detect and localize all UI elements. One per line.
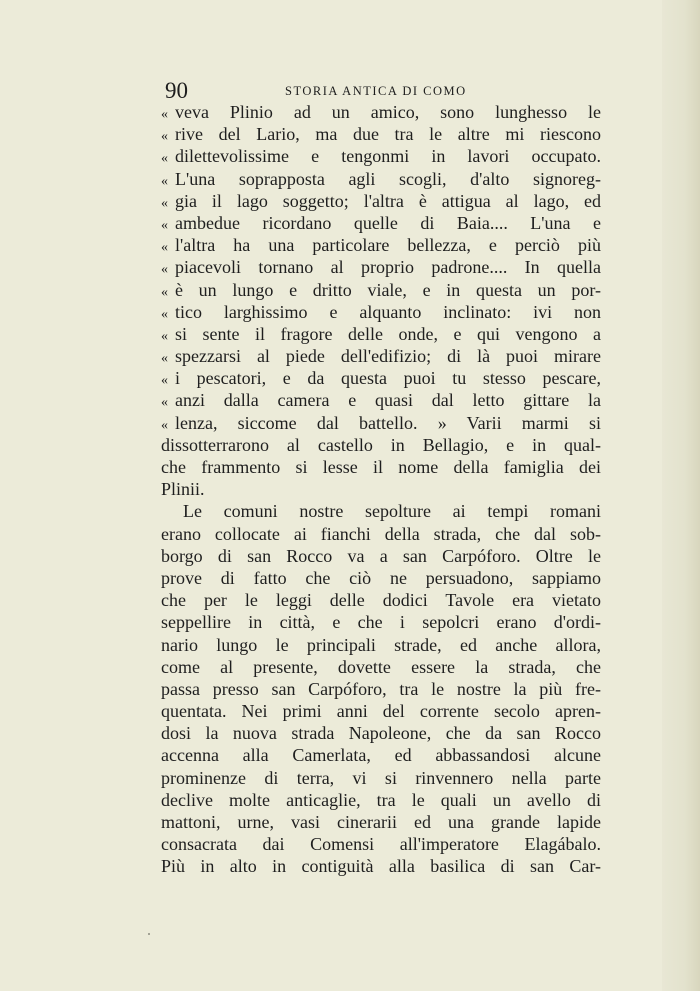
text-line (161, 789, 601, 811)
quote-mark: « (161, 262, 168, 278)
text-line (161, 123, 601, 145)
text-line (161, 767, 601, 789)
text-line (161, 367, 601, 389)
line-text: tico larghissimo e alquanto inclinato: ivi non (175, 301, 601, 322)
line-text: Plinii. (161, 479, 205, 500)
quote-mark: « (161, 395, 168, 411)
line-text: mattoni, urne, vasi cinerarii ed una grande lapide (161, 812, 601, 832)
line-text: quentata. Nei primi anni del corrente secolo apren- (161, 701, 601, 722)
line-text: gia il lago soggetto; l'altra è attigua al lago, ed (175, 190, 601, 211)
text-line (161, 700, 601, 722)
text-line (161, 145, 601, 167)
text-line (161, 811, 601, 833)
quote-mark: « (161, 373, 168, 389)
line-text: nario lungo le principali strade, ed anche allora, (161, 634, 601, 655)
text-line (161, 567, 601, 589)
line-text: erano collocate ai fianchi della strada, che dal sob- (161, 523, 601, 544)
text-line (161, 634, 601, 656)
text-line (161, 611, 601, 633)
text-line (161, 744, 601, 766)
quote-mark: « (161, 306, 168, 322)
quote-mark: « (161, 240, 168, 256)
text-line (161, 678, 601, 700)
line-text: che per le leggi delle dodici Tavole era vietato (161, 590, 601, 611)
page-header (165, 79, 601, 103)
body-text (161, 101, 601, 878)
text-line (161, 855, 601, 877)
line-text: veva Plinio ad un amico, sono lunghesso le (175, 102, 601, 122)
line-text: seppellire in città, e che i sepolcri erano d'ordi- (161, 612, 601, 633)
text-line (161, 412, 601, 434)
line-text: accenna alla Camerlata, ed abbassandosi alcune (161, 745, 601, 766)
line-text: i pescatori, e da questa puoi tu stesso pescare, (175, 368, 601, 389)
text-line (161, 301, 601, 323)
quote-mark: « (161, 217, 168, 233)
quote-mark: « (161, 417, 168, 433)
line-text: che frammento si lesse il nome della famiglia dei (161, 457, 601, 477)
line-text: consacrata dai Comensi all'imperatore Elagábalo. (161, 834, 601, 855)
text-line (161, 323, 601, 345)
text-line (161, 256, 601, 278)
line-text: si sente il fragore delle onde, e qui vengono a (175, 323, 601, 344)
running-title: STORIA ANTICA DI COMO (285, 84, 467, 98)
quote-mark: « (161, 195, 168, 211)
quote-mark: « (161, 151, 168, 167)
line-text: dilettevolissime e tengonmi in lavori occupato. (175, 146, 601, 167)
line-text: l'altra ha una particolare bellezza, e perciò più (175, 235, 601, 256)
line-text: Le comuni nostre sepolture ai tempi romani (183, 501, 601, 522)
line-text: spezzarsi al piede dell'edifizio; di là puoi mirare (175, 346, 601, 367)
quote-mark: « (161, 129, 168, 145)
page-number: 90 (165, 78, 188, 103)
text-line (161, 478, 601, 500)
text-line (161, 833, 601, 855)
text-line (161, 545, 601, 567)
text-line (161, 500, 601, 522)
text-line (161, 168, 601, 190)
page-edge (662, 0, 700, 991)
line-text: prove di fatto che ciò ne persuadono, sappiamo (161, 567, 601, 588)
text-line (161, 523, 601, 545)
text-line (161, 456, 601, 478)
line-text: come al presente, dovette essere la strada, che (161, 656, 601, 677)
line-text: prominenze di terra, vi si rinvennero nella parte (161, 767, 601, 788)
quote-mark: « (161, 284, 168, 300)
text-line (161, 190, 601, 212)
line-text: lenza, siccome dal battello. » Varii marmi si (175, 412, 601, 433)
line-text: dissotterrarono al castello in Bellagio, e in qual- (161, 434, 601, 455)
text-line (161, 279, 601, 301)
text-line (161, 589, 601, 611)
text-line (161, 101, 601, 123)
text-line (161, 212, 601, 234)
line-text: rive del Lario, ma due tra le altre mi riescono (175, 124, 601, 145)
line-text: declive molte anticaglie, tra le quali un avello di (161, 789, 601, 810)
line-text: dosi la nuova strada Napoleone, che da san Rocco (161, 723, 601, 744)
quote-mark: « (161, 328, 168, 344)
text-line (161, 722, 601, 744)
line-text: è un lungo e dritto viale, e in questa un por- (175, 279, 601, 300)
text-line (161, 345, 601, 367)
line-text: Più in alto in contiguità alla basilica di san Car- (161, 856, 601, 877)
line-text: piacevoli tornano al proprio padrone.... In quella (175, 257, 601, 278)
text-line (161, 389, 601, 411)
paper-speck (148, 933, 150, 935)
line-text: passa presso san Carpóforo, tra le nostre la più fre- (161, 678, 601, 699)
line-text: borgo di san Rocco va a san Carpóforo. Oltre le (161, 545, 601, 566)
text-line (161, 656, 601, 678)
text-line (161, 234, 601, 256)
quote-mark: « (161, 107, 168, 122)
text-line (161, 434, 601, 456)
quote-mark: « (161, 173, 168, 189)
line-text: L'una soprapposta agli scogli, d'alto signoreg- (175, 168, 601, 189)
line-text: anzi dalla camera e quasi dal letto gittare la (175, 390, 601, 411)
line-text: ambedue ricordano quelle di Baia.... L'una e (175, 212, 601, 233)
quote-mark: « (161, 351, 168, 367)
